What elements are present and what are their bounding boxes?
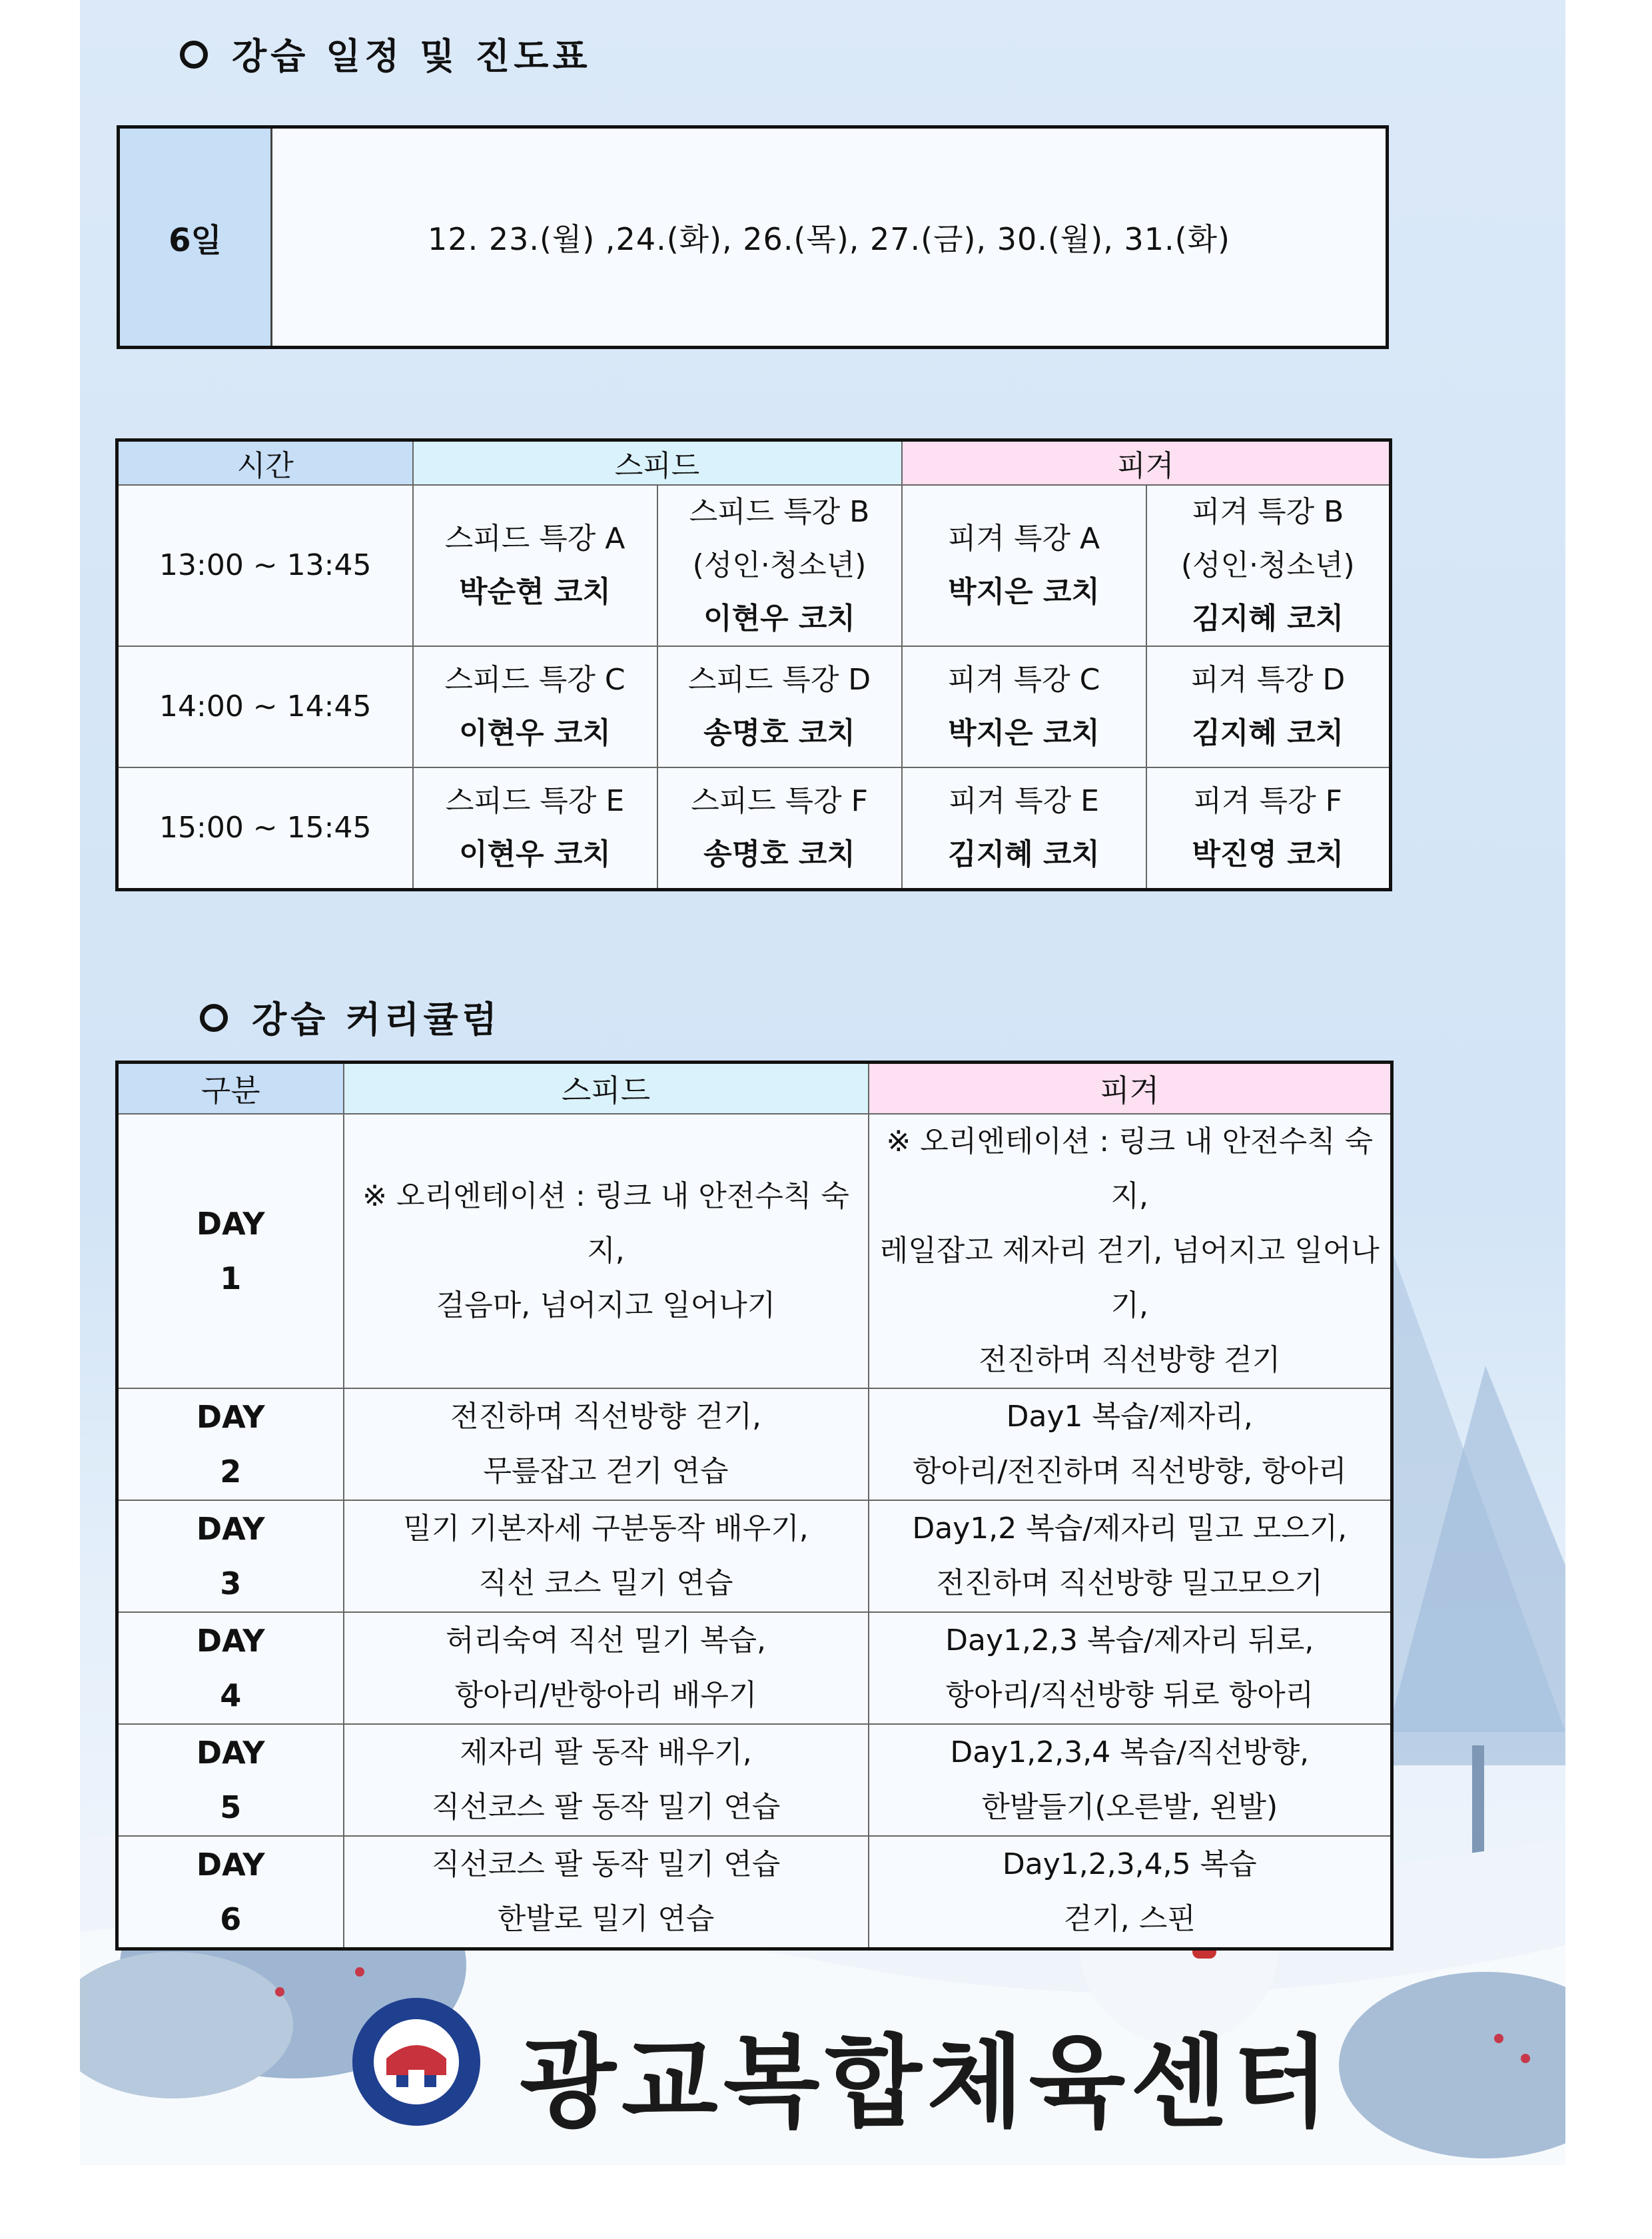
speed-curriculum-line: 항아리/반항아리 배우기	[454, 1678, 757, 1712]
class-name: 스피드 특강 D	[687, 663, 871, 697]
class-name: (성인·청소년)	[692, 548, 867, 582]
figure-curriculum-cell	[869, 1388, 1392, 1500]
class-cell	[1146, 646, 1391, 767]
circle-bullet-icon	[200, 1004, 228, 1032]
figure-curriculum-line: 항아리/전진하며 직선방향, 항아리	[912, 1454, 1347, 1488]
date-count-label: 6일	[119, 127, 272, 348]
curriculum-header-category: 구분	[117, 1063, 344, 1115]
suwon-sports-council-logo	[350, 1995, 483, 2128]
class-cell	[657, 485, 902, 646]
class-cell	[902, 767, 1146, 890]
class-cell	[657, 767, 902, 890]
day-word: DAY	[196, 1511, 265, 1547]
figure-curriculum-line: 걷기, 스핀	[1063, 1902, 1196, 1936]
class-cell	[1146, 485, 1391, 646]
date-list: 12. 23.(월) ,24.(화), 26.(목), 27.(금), 30.(월), 31.(화)	[428, 221, 1230, 257]
figure-curriculum-line: Day1,2 복습/제자리 밀고 모으기,	[912, 1512, 1348, 1546]
speed-curriculum-line: 제자리 팔 동작 배우기,	[460, 1735, 752, 1769]
class-name: 피겨 특강 C	[947, 663, 1100, 697]
coach-name: 김지혜 코치	[1192, 602, 1344, 636]
speed-curriculum-cell	[344, 1388, 869, 1500]
day-number: 6	[220, 1901, 242, 1937]
coach-name: 박지은 코치	[948, 716, 1100, 750]
curriculum-row	[117, 1612, 1392, 1724]
timetable	[115, 438, 1392, 891]
class-name: 스피드 특강 E	[445, 784, 625, 818]
coach-name: 박지은 코치	[948, 575, 1100, 609]
timetable-header-figure: 피겨	[902, 440, 1391, 486]
figure-curriculum-line: 항아리/직선방향 뒤로 항아리	[945, 1678, 1314, 1712]
class-name: 피겨 특강 A	[947, 522, 1100, 556]
curriculum-title-text: 강습 커리큘럼	[252, 999, 501, 1041]
figure-curriculum-line: ※ 오리엔테이션 : 링크 내 안전수칙 숙지,	[886, 1124, 1374, 1213]
coach-name: 김지혜 코치	[948, 837, 1100, 871]
speed-curriculum-line: 허리숙여 직선 밀기 복습,	[446, 1623, 766, 1657]
figure-curriculum-cell	[869, 1724, 1392, 1836]
coach-name: 김지혜 코치	[1192, 716, 1344, 750]
class-name: 피겨 특강 D	[1190, 663, 1346, 697]
speed-curriculum-line: ※ 오리엔테이션 : 링크 내 안전수칙 숙지,	[362, 1179, 849, 1268]
curriculum-header-figure: 피겨	[869, 1063, 1392, 1115]
class-name: 피겨 특강 B	[1192, 495, 1344, 529]
timetable-row	[117, 767, 1391, 890]
day-word: DAY	[196, 1623, 265, 1659]
speed-curriculum-line: 걸음마, 넘어지고 일어나기	[436, 1288, 776, 1322]
day-label	[117, 1388, 344, 1500]
speed-curriculum-cell	[344, 1500, 869, 1612]
schedule-section-title	[180, 28, 592, 79]
day-number: 1	[220, 1260, 242, 1296]
class-name: 스피드 특강 C	[444, 663, 625, 697]
speed-curriculum-cell	[344, 1724, 869, 1836]
day-label	[117, 1612, 344, 1724]
coach-name: 송명호 코치	[703, 716, 855, 750]
day-label	[117, 1836, 344, 1949]
day-number: 2	[220, 1454, 242, 1490]
speed-curriculum-line: 전진하며 직선방향 걷기,	[450, 1400, 761, 1434]
figure-curriculum-line: 전진하며 직선방향 밀고모으기	[936, 1566, 1324, 1600]
curriculum-row	[117, 1500, 1392, 1612]
figure-curriculum-cell	[869, 1836, 1392, 1949]
figure-curriculum-line: Day1,2,3 복습/제자리 뒤로,	[945, 1623, 1314, 1657]
curriculum-row	[117, 1388, 1392, 1500]
coach-name: 이현우 코치	[703, 602, 855, 636]
class-cell	[413, 767, 657, 890]
day-number: 5	[220, 1789, 242, 1825]
day-number: 3	[220, 1566, 242, 1601]
figure-curriculum-line: Day1,2,3,4 복습/직선방향,	[950, 1735, 1310, 1769]
class-cell	[413, 646, 657, 767]
figure-curriculum-cell	[869, 1612, 1392, 1724]
coach-name: 이현우 코치	[459, 716, 611, 750]
speed-curriculum-cell	[344, 1612, 869, 1724]
timetable-header-speed: 스피드	[413, 440, 902, 486]
figure-curriculum-line: 레일잡고 제자리 걷기, 넘어지고 일어나기,	[879, 1234, 1380, 1322]
timetable-row	[117, 485, 1391, 646]
speed-curriculum-line: 직선 코스 밀기 연습	[478, 1566, 733, 1600]
class-name: 스피드 특강 B	[689, 495, 870, 529]
speed-curriculum-cell	[344, 1836, 869, 1949]
time-slot: 15:00 ~ 15:45	[117, 767, 413, 890]
class-cell	[657, 646, 902, 767]
coach-name: 송명호 코치	[703, 837, 855, 871]
day-word: DAY	[196, 1206, 265, 1242]
time-slot: 14:00 ~ 14:45	[117, 646, 413, 767]
class-name: 피겨 특강 E	[949, 784, 1099, 818]
day-number: 4	[220, 1677, 242, 1713]
class-cell	[902, 485, 1146, 646]
class-cell	[1146, 767, 1391, 890]
timetable-header-time: 시간	[117, 440, 413, 486]
class-name: 스피드 특강 A	[444, 522, 625, 556]
figure-curriculum-line: Day1 복습/제자리,	[1006, 1400, 1253, 1434]
day-label	[117, 1724, 344, 1836]
speed-curriculum-cell	[344, 1114, 869, 1388]
class-cell	[413, 485, 657, 646]
figure-curriculum-line: 한발들기(오른발, 왼발)	[981, 1790, 1278, 1824]
figure-curriculum-cell	[869, 1114, 1392, 1388]
speed-curriculum-line: 무릎잡고 걷기 연습	[483, 1454, 729, 1488]
curriculum-header-speed: 스피드	[344, 1063, 869, 1115]
date-table	[117, 125, 1389, 349]
figure-curriculum-cell	[869, 1500, 1392, 1612]
class-name: 피겨 특강 F	[1193, 784, 1342, 818]
circle-bullet-icon	[180, 41, 208, 69]
schedule-title-text: 강습 일정 및 진도표	[232, 35, 592, 77]
center-name-title: 광교복합체육센터	[520, 2025, 1335, 2141]
day-word: DAY	[196, 1399, 265, 1435]
curriculum-row	[117, 1114, 1392, 1388]
day-word: DAY	[196, 1847, 265, 1883]
day-label	[117, 1114, 344, 1388]
day-word: DAY	[196, 1735, 265, 1771]
speed-curriculum-line: 직선코스 팔 동작 밀기 연습	[431, 1790, 781, 1824]
class-name: 스피드 특강 F	[691, 784, 868, 818]
speed-curriculum-line: 한발로 밀기 연습	[497, 1902, 715, 1936]
time-slot: 13:00 ~ 13:45	[117, 485, 413, 646]
curriculum-table	[115, 1061, 1394, 1951]
class-name: (성인·청소년)	[1180, 548, 1355, 582]
coach-name: 박순현 코치	[459, 575, 611, 609]
speed-curriculum-line: 직선코스 팔 동작 밀기 연습	[431, 1847, 781, 1881]
coach-name: 이현우 코치	[459, 837, 611, 871]
figure-curriculum-line: 전진하며 직선방향 걷기	[979, 1343, 1281, 1377]
curriculum-row	[117, 1836, 1392, 1949]
speed-curriculum-line: 밀기 기본자세 구분동작 배우기,	[403, 1512, 809, 1546]
class-cell	[902, 646, 1146, 767]
day-label	[117, 1500, 344, 1612]
timetable-row	[117, 646, 1391, 767]
curriculum-row	[117, 1724, 1392, 1836]
figure-curriculum-line: Day1,2,3,4,5 복습	[1002, 1847, 1257, 1881]
curriculum-section-title	[200, 991, 501, 1043]
coach-name: 박진영 코치	[1192, 837, 1344, 871]
